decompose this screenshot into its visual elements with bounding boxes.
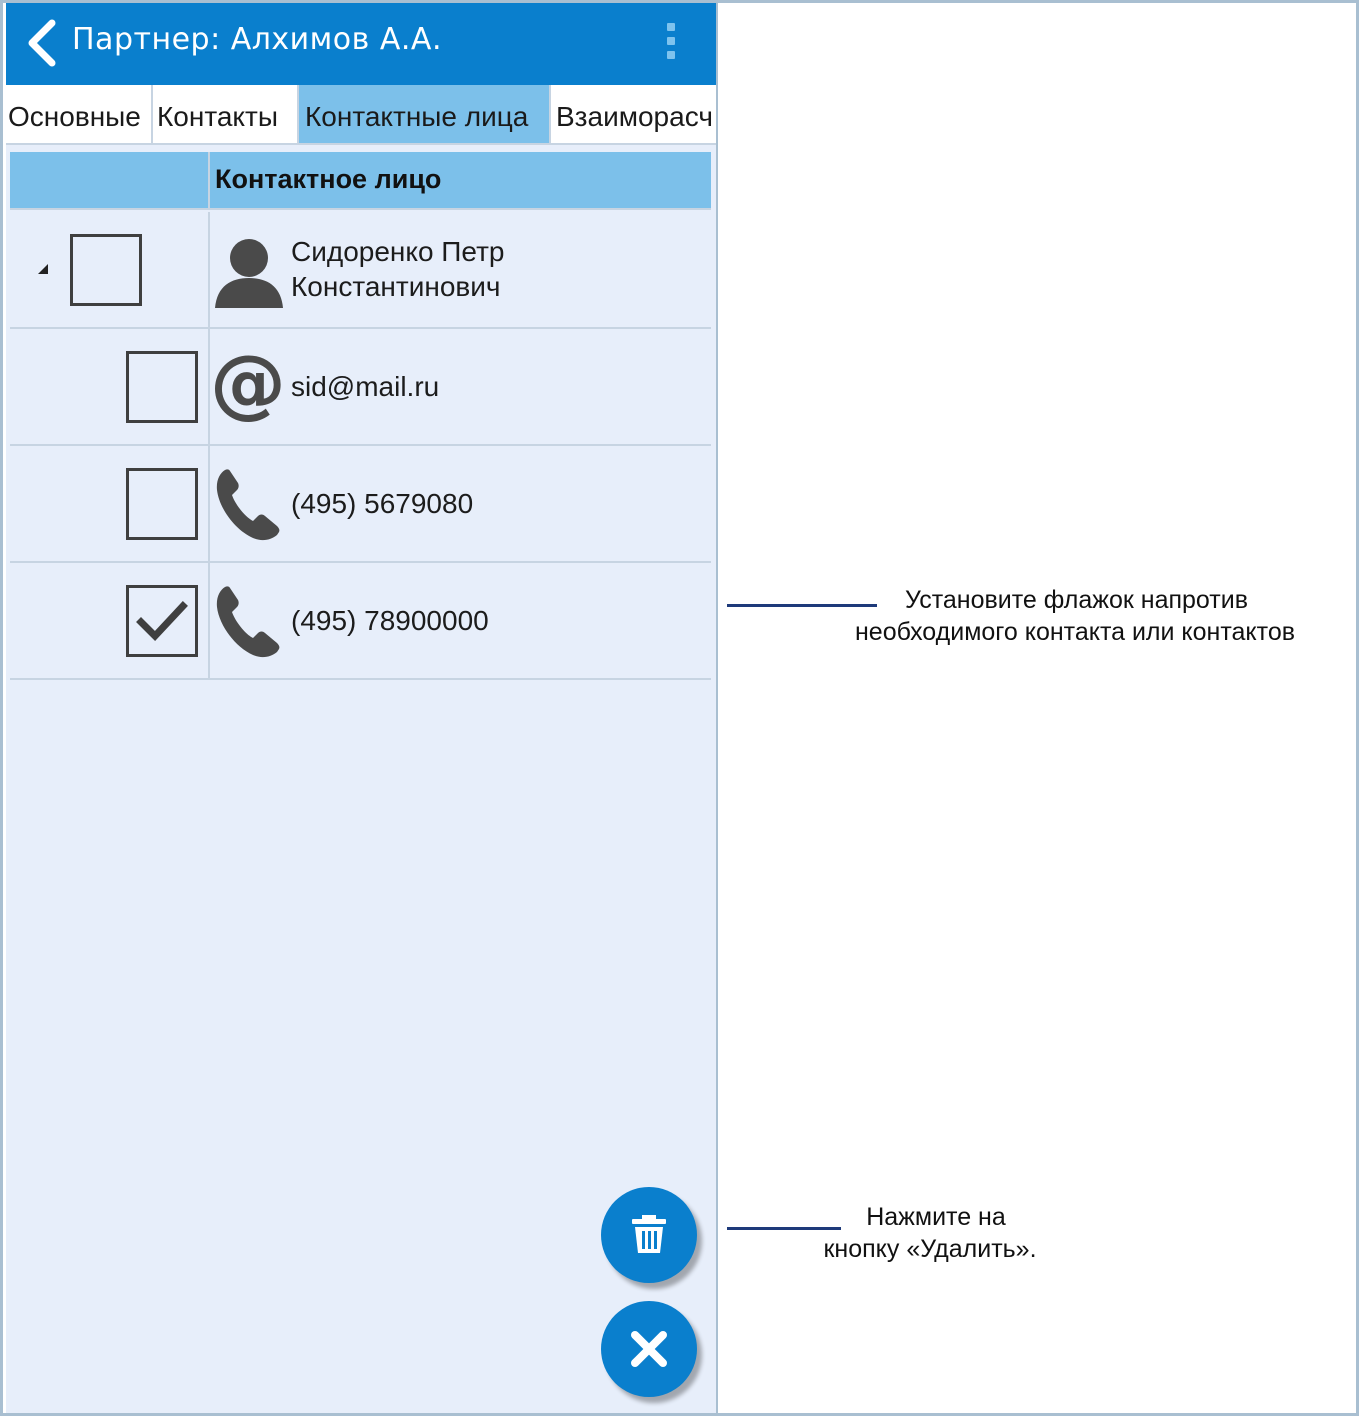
delete-button[interactable]: [601, 1187, 697, 1283]
tab-contacts[interactable]: Контакты: [153, 85, 299, 143]
table-row[interactable]: [10, 212, 711, 329]
app-bar: [6, 3, 718, 85]
contact-name-line1: Сидоренко Петр: [291, 236, 505, 267]
contact-email: sid@mail.ru: [291, 371, 440, 402]
person-icon: [213, 230, 285, 310]
tab-main[interactable]: Основные: [6, 85, 153, 143]
more-vertical-icon: [667, 23, 675, 31]
cancel-button[interactable]: [601, 1301, 697, 1397]
tab-contact-persons[interactable]: Контактные лица: [299, 85, 551, 143]
grid-header: [10, 152, 711, 210]
contact-phone: (495) 78900000: [291, 605, 489, 636]
delete-note-line1: Нажмите на: [866, 1203, 1006, 1231]
more-menu-button[interactable]: [661, 21, 681, 61]
delete-note: [812, 1201, 1048, 1265]
tab-settlements[interactable]: Взаиморасч: [556, 101, 713, 132]
table-row[interactable]: [10, 563, 711, 680]
page-title: Партнер: Алхимов А.А.: [72, 22, 442, 57]
phone-icon: [213, 464, 285, 544]
checkbox-note-line1: Установите флажок напротив: [905, 586, 1248, 614]
trash-icon: [601, 1187, 697, 1283]
delete-note-line2: кнопку «Удалить».: [823, 1235, 1037, 1263]
row-checkbox[interactable]: [126, 468, 198, 540]
chevron-left-icon: [24, 19, 64, 67]
contact-name-line2: Константинович: [291, 271, 501, 302]
row-checkbox-checked[interactable]: [126, 585, 198, 657]
row-checkbox[interactable]: [70, 234, 142, 306]
checkmark-icon: [133, 592, 191, 650]
column-header-contact-person: Контактное лицо: [215, 164, 442, 194]
table-row[interactable]: [10, 446, 711, 563]
back-button[interactable]: [24, 19, 64, 67]
checkbox-note-line2: необходимого контакта или контактов: [854, 618, 1295, 646]
collapse-triangle-icon[interactable]: [36, 262, 50, 276]
phone-screen: [6, 3, 718, 1413]
contact-phone: (495) 5679080: [291, 488, 474, 519]
close-icon: [601, 1301, 697, 1397]
checkbox-note: [831, 584, 1319, 648]
at-sign-icon: @: [210, 338, 286, 427]
tab-bar: [6, 85, 718, 145]
row-checkbox[interactable]: [126, 351, 198, 423]
phone-icon: [213, 581, 285, 661]
table-row[interactable]: [10, 329, 711, 446]
